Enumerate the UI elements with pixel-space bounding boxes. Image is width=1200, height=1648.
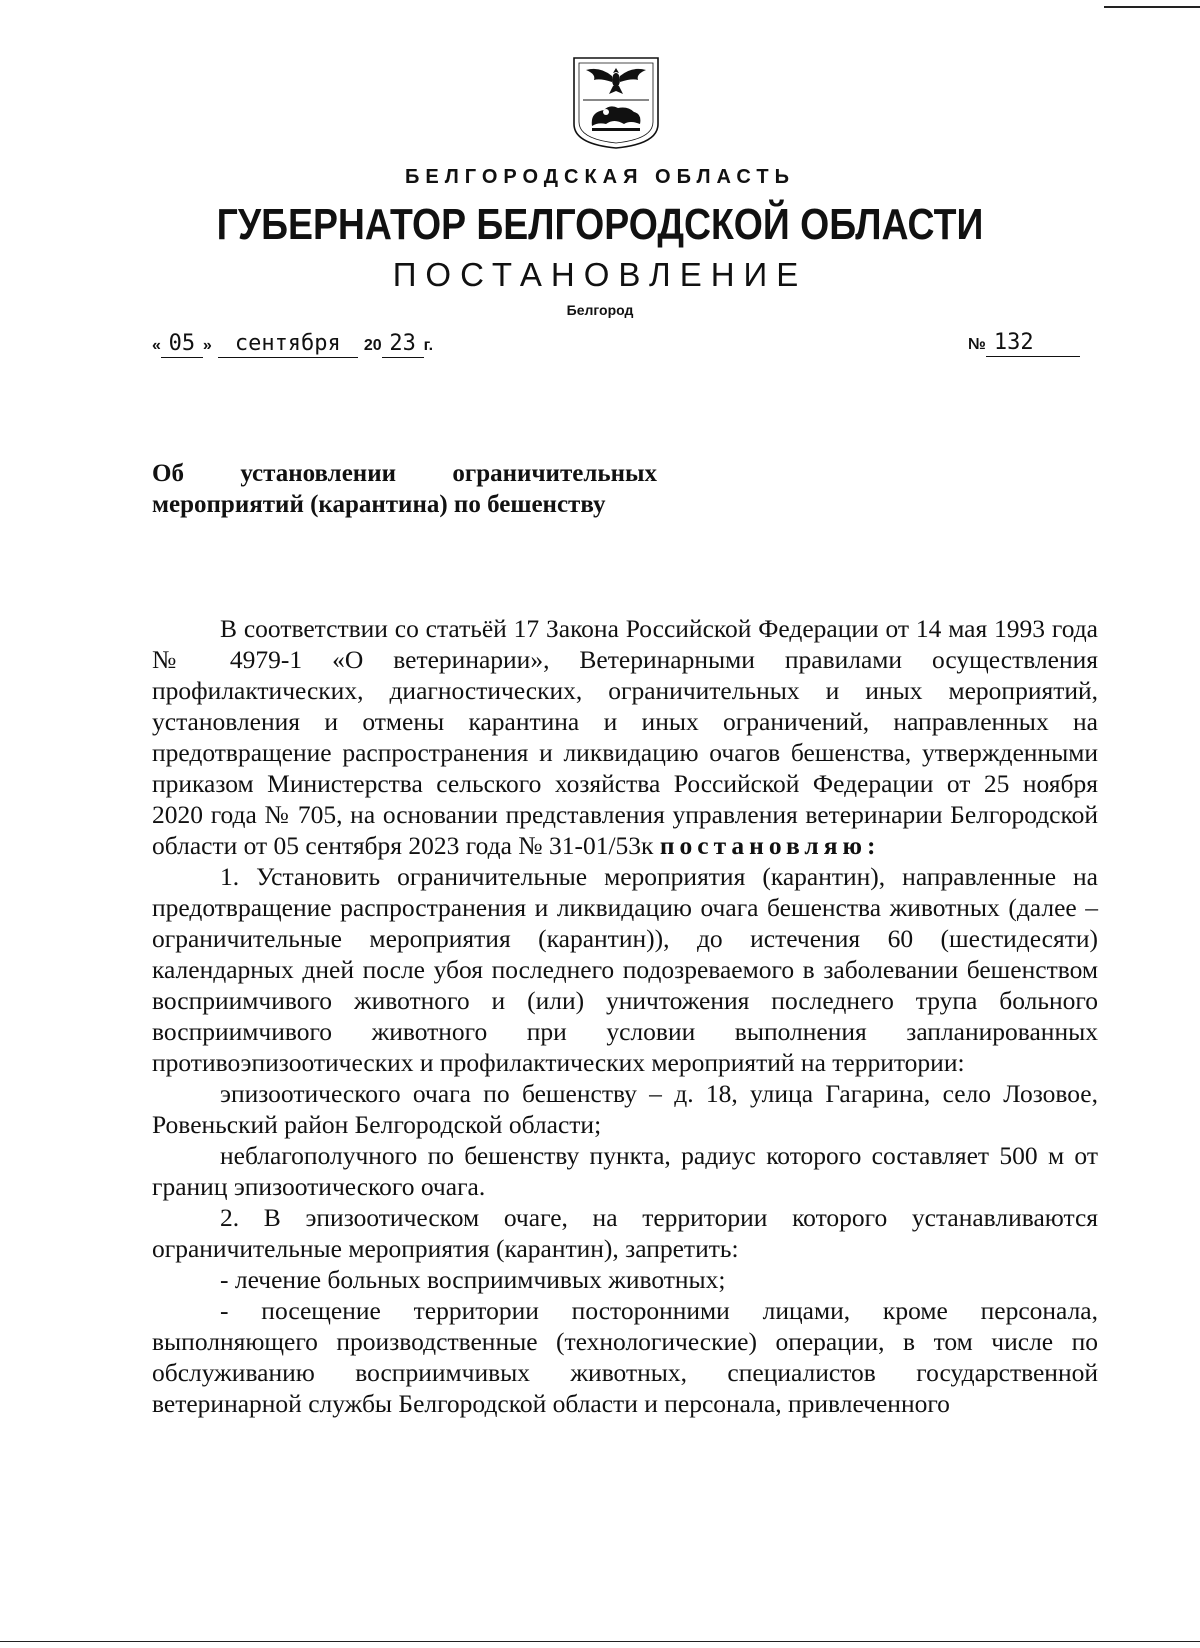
date-year-prefix: 20: [363, 337, 382, 354]
paragraph-item-1: 1. Установить ограничительные мероприятия (карантин), направленные на предотвращение распространения и ликвидацию очага бешенства животных (далее – ограничительные мероприятия (карантин)), до истечения 60 (шестидесяти) календарных дней после убоя последнего подозреваемого в заболевании бешенством восприимчивого животного и (или) уничтожения последнего трупа больного восприимчивого животного при условии выполнения запланированных противоэпизоотических и профилактических мероприятий на территории:: [152, 862, 1098, 1077]
paragraph-prohibition-1: - лечение больных восприимчивых животных;: [220, 1265, 726, 1294]
preamble-text: В соответствии со статьёй 17 Закона Российской Федерации от 14 мая 1993 года № 4979-1 «О ветеринарии», Ветеринарными правилами осуществления профилактических, диагностических, ограничительных и иных мероприятий, установления и отмены карантина и иных ограничений, направленных на предотвращение распространения и ликвидацию очагов бешенства, утвержденными приказом Министерства сельского хозяйства Российской Федерации от 25 ноября 2020 года № 705, на основании представления управления ветеринарии Белгородской области от 05 сентября 2023 года № 31-01/53к: [152, 614, 1098, 860]
paragraph-item-2: 2. В эпизоотическом очаге, на территории которого устанавливаются ограничительные мероприятия (карантин), запретить:: [152, 1203, 1098, 1263]
date-year-suffix: 23: [382, 331, 424, 358]
scan-edge-top: [1104, 6, 1200, 8]
paragraph-preamble: [152, 613, 1098, 861]
governor-title: ГУБЕРНАТОР БЕЛГОРОДСКОЙ ОБЛАСТИ: [216, 200, 984, 249]
decree-number: [968, 330, 1080, 357]
number-sign: №: [968, 336, 986, 353]
number-value: 132: [986, 330, 1080, 357]
subject-line-1: Об установлении ограничительных: [152, 460, 657, 487]
date-open-quote: «: [152, 337, 161, 354]
scan-edge-bottom: [0, 1641, 1200, 1642]
date-year-abbr: г.: [423, 337, 434, 354]
date-day: 05: [161, 331, 203, 358]
date-month: сентября: [218, 331, 358, 358]
region-title: БЕЛГОРОДСКАЯ ОБЛАСТЬ: [405, 166, 795, 188]
decree-subject: [152, 458, 657, 520]
decree-type-title: ПОСТАНОВЛЕНИЕ: [392, 256, 808, 293]
paragraph-prohibition-2: - посещение территории посторонними лицами, кроме персонала, выполняющего производственные (технологические) операции, в том числе по обслуживанию восприимчивых животных, специалистов государственной ветеринарной службы Белгородской области и персонала, привлеченного: [152, 1296, 1098, 1418]
decree-date: [152, 330, 433, 360]
paragraph-unfavorable-area: неблагополучного по бешенству пункта, радиус которого составляет 500 м от границ эпизоотического очага.: [152, 1141, 1098, 1201]
coat-of-arms-emblem: [570, 54, 662, 150]
decree-keyword: постановляю:: [659, 831, 881, 860]
decree-body: [152, 613, 1098, 1419]
city-label: Белгород: [566, 302, 634, 318]
subject-line-2: мероприятий (карантина) по бешенству: [152, 491, 606, 518]
paragraph-focus-area: эпизоотического очага по бешенству – д. 18, улица Гагарина, село Лозовое, Ровеньский район Белгородской области;: [152, 1079, 1098, 1139]
date-close-quote: »: [202, 337, 212, 354]
